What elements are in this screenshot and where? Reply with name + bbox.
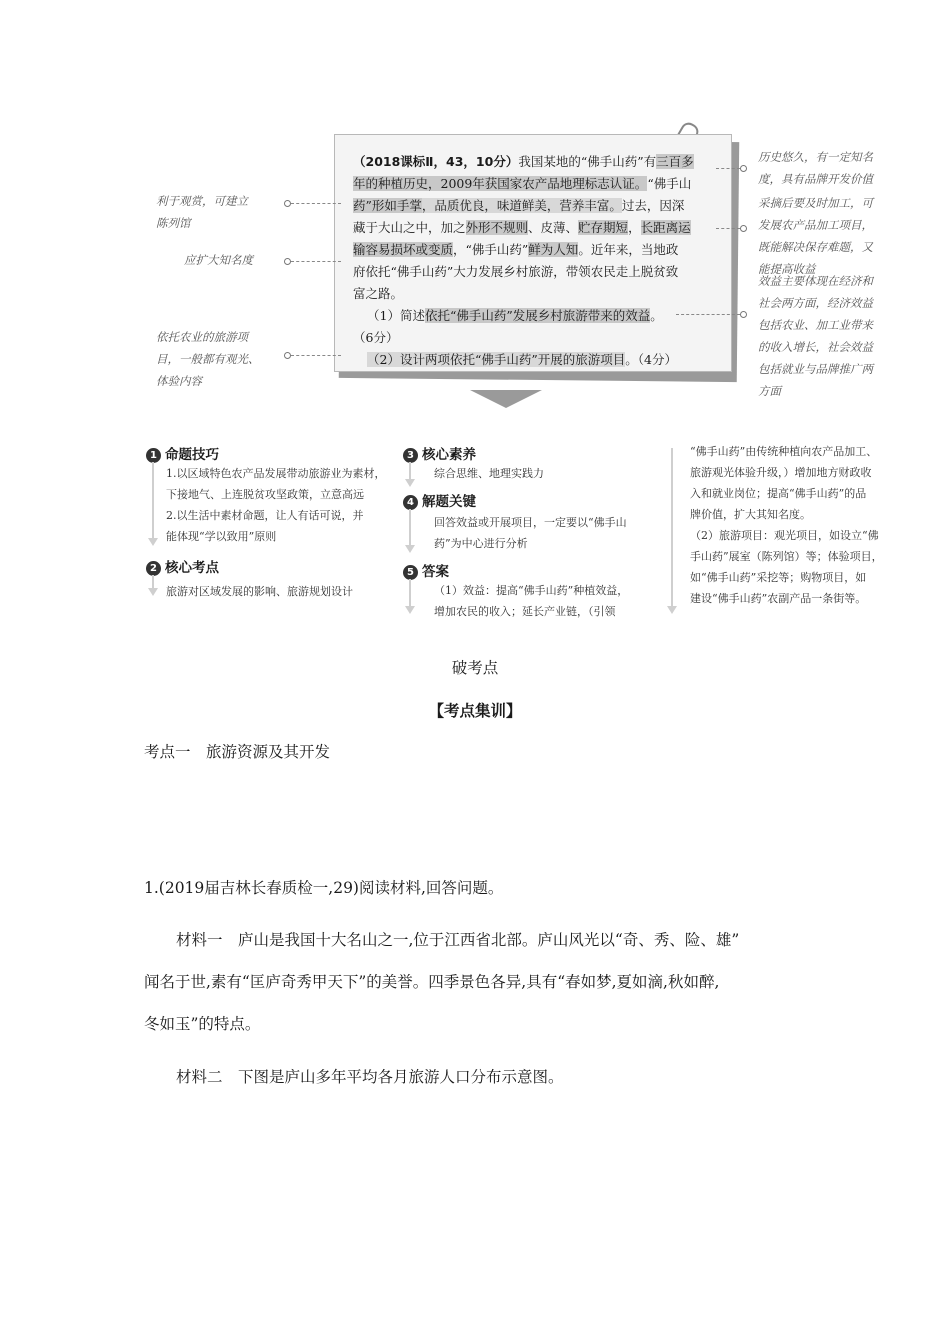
question-1: 1.(2019届吉林长春质检一,29)阅读材料,回答问题。 [144,879,504,897]
material-1-line: 材料一 庐山是我国十大名山之一,位于江西省北部。庐山风光以“奇、秀、险、雄” [176,931,740,949]
page-heading: 破考点 [451,659,499,677]
question-line: 藏于大山之中，加之外形不规则、皮薄、贮存期短，长距离运 [353,220,691,235]
annotation-connector [676,314,740,315]
question-card [334,134,732,372]
section-divider [409,462,411,480]
section-divider [671,448,673,608]
annotation-right-2: 采摘后要及时加工，可 发展农产品加工项目， 既能解决保存难题，又 能提高收益 [758,196,873,276]
section-title-5: 5 答案 [403,560,449,580]
annotation-left-1: 利于观赏，可建立 陈列馆 [156,194,248,230]
annotation-left-2: 应扩大知名度 [184,253,253,267]
arrow-tip-icon [667,606,677,614]
section-divider [409,509,411,547]
section-body-3: 综合思维、地理实践力 [434,467,544,480]
annotation-dot [284,352,291,359]
material-1-line: 闻名于世,素有“匡庐奇秀甲天下”的美誉。四季景色各异,具有“春如梦,夏如滴,秋如醉, [144,973,720,991]
annotation-connector [291,203,341,204]
annotation-dot [740,225,747,232]
section-body-4: 回答效益或开展项目，一定要以“佛手山 药”为中心进行分析 [434,516,627,550]
question-subq-2: （2）设计两项依托“佛手山药”开展的旅游项目。（4分） [367,352,677,367]
arrow-tip-icon [148,588,158,596]
question-line: （2018课标Ⅱ，43，10分）我国某地的“佛手山药”有三百多 [353,154,694,169]
question-line: 富之路。 [353,286,404,301]
topic-title: 考点一 旅游资源及其开发 [144,743,331,761]
number-2-icon: 2 [146,561,161,576]
section-body-1: 1.以区域特色农产品发展带动旅游业为素材， 下接地气、上连脱贫攻坚政策，立意高远 2.以生活中素材命题，让人有话可说，并 能体现“学以致用”原则 [166,467,386,543]
annotation-connector [716,228,740,229]
section-body-5: （1）效益：提高“佛手山药”种植效益， 增加农民的收入；延长产业链，（引领 [434,584,629,618]
annotation-left-3: 依托农业的旅游项 目，一般都有观光、 体验内容 [156,330,260,388]
number-1-icon: 1 [146,448,161,463]
annotation-right-3: 效益主要体现在经济和 社会两方面，经济效益 包括农业、加工业带来 的收入增长，社会效益 包括就业与品牌推广两 方面 [758,274,873,398]
annotation-dot [740,311,747,318]
page-subheading: 【考点集训】 [428,701,522,720]
section-divider [152,462,154,540]
section-title-4: 4 解题关键 [403,490,476,510]
material-1-line: 冬如玉”的特点。 [144,1015,261,1033]
section-divider [409,579,411,607]
question-line: （6分） [353,330,399,345]
arrow-tip-icon [405,545,415,553]
arrow-tip-icon [405,606,415,614]
material-2-line: 材料二 下图是庐山多年平均各月旅游人口分布示意图。 [176,1068,564,1086]
question-subq-1: （1）简述依托“佛手山药”发展乡村旅游带来的效益。 [367,308,663,323]
number-5-icon: 5 [403,565,418,580]
section-body-6: “佛手山药”由传统种植向农产品加工、 旅游观光体验升级，）增加地方财政收 入和就业岗位；提高“佛手山药”的品 牌价值，扩大其知名度。 （2）旅游项目：观光项目，如设立“佛 手山药”展室（陈列馆）等；体验项目， 如“佛手山药”采挖等；购物项目，如 建设“佛手山药”农副产品一条街等。 [690,445,883,605]
question-line: 药”形如手掌，品质优良，味道鲜美，营养丰富。过去，因深 [353,198,685,213]
section-divider [152,575,154,589]
down-arrow-icon [470,390,542,408]
annotation-dot [740,165,747,172]
section-title-3: 3 核心素养 [403,443,476,463]
annotation-right-1: 历史悠久，有一定知名 度，具有品牌开发价值 [758,150,873,186]
question-line: 输容易损坏或变质，“佛手山药”鲜为人知。近年来，当地政 [353,242,679,257]
question-line: 年的种植历史，2009年获国家农产品地理标志认证。“佛手山 [353,176,692,191]
question-line: 府依托“佛手山药”大力发展乡村旅游，带领农民走上脱贫致 [353,264,679,279]
section-title-2: 2 核心考点 [146,556,219,576]
annotation-dot [284,258,291,265]
number-4-icon: 4 [403,495,418,510]
arrow-tip-icon [148,538,158,546]
section-body-2: 旅游对区域发展的影响、旅游规划设计 [166,585,353,598]
arrow-tip-icon [405,479,415,487]
annotation-connector [291,261,341,262]
annotation-connector [291,355,341,356]
annotation-connector [716,168,740,169]
annotation-dot [284,200,291,207]
section-title-1: 1 命题技巧 [146,443,219,463]
number-3-icon: 3 [403,448,418,463]
